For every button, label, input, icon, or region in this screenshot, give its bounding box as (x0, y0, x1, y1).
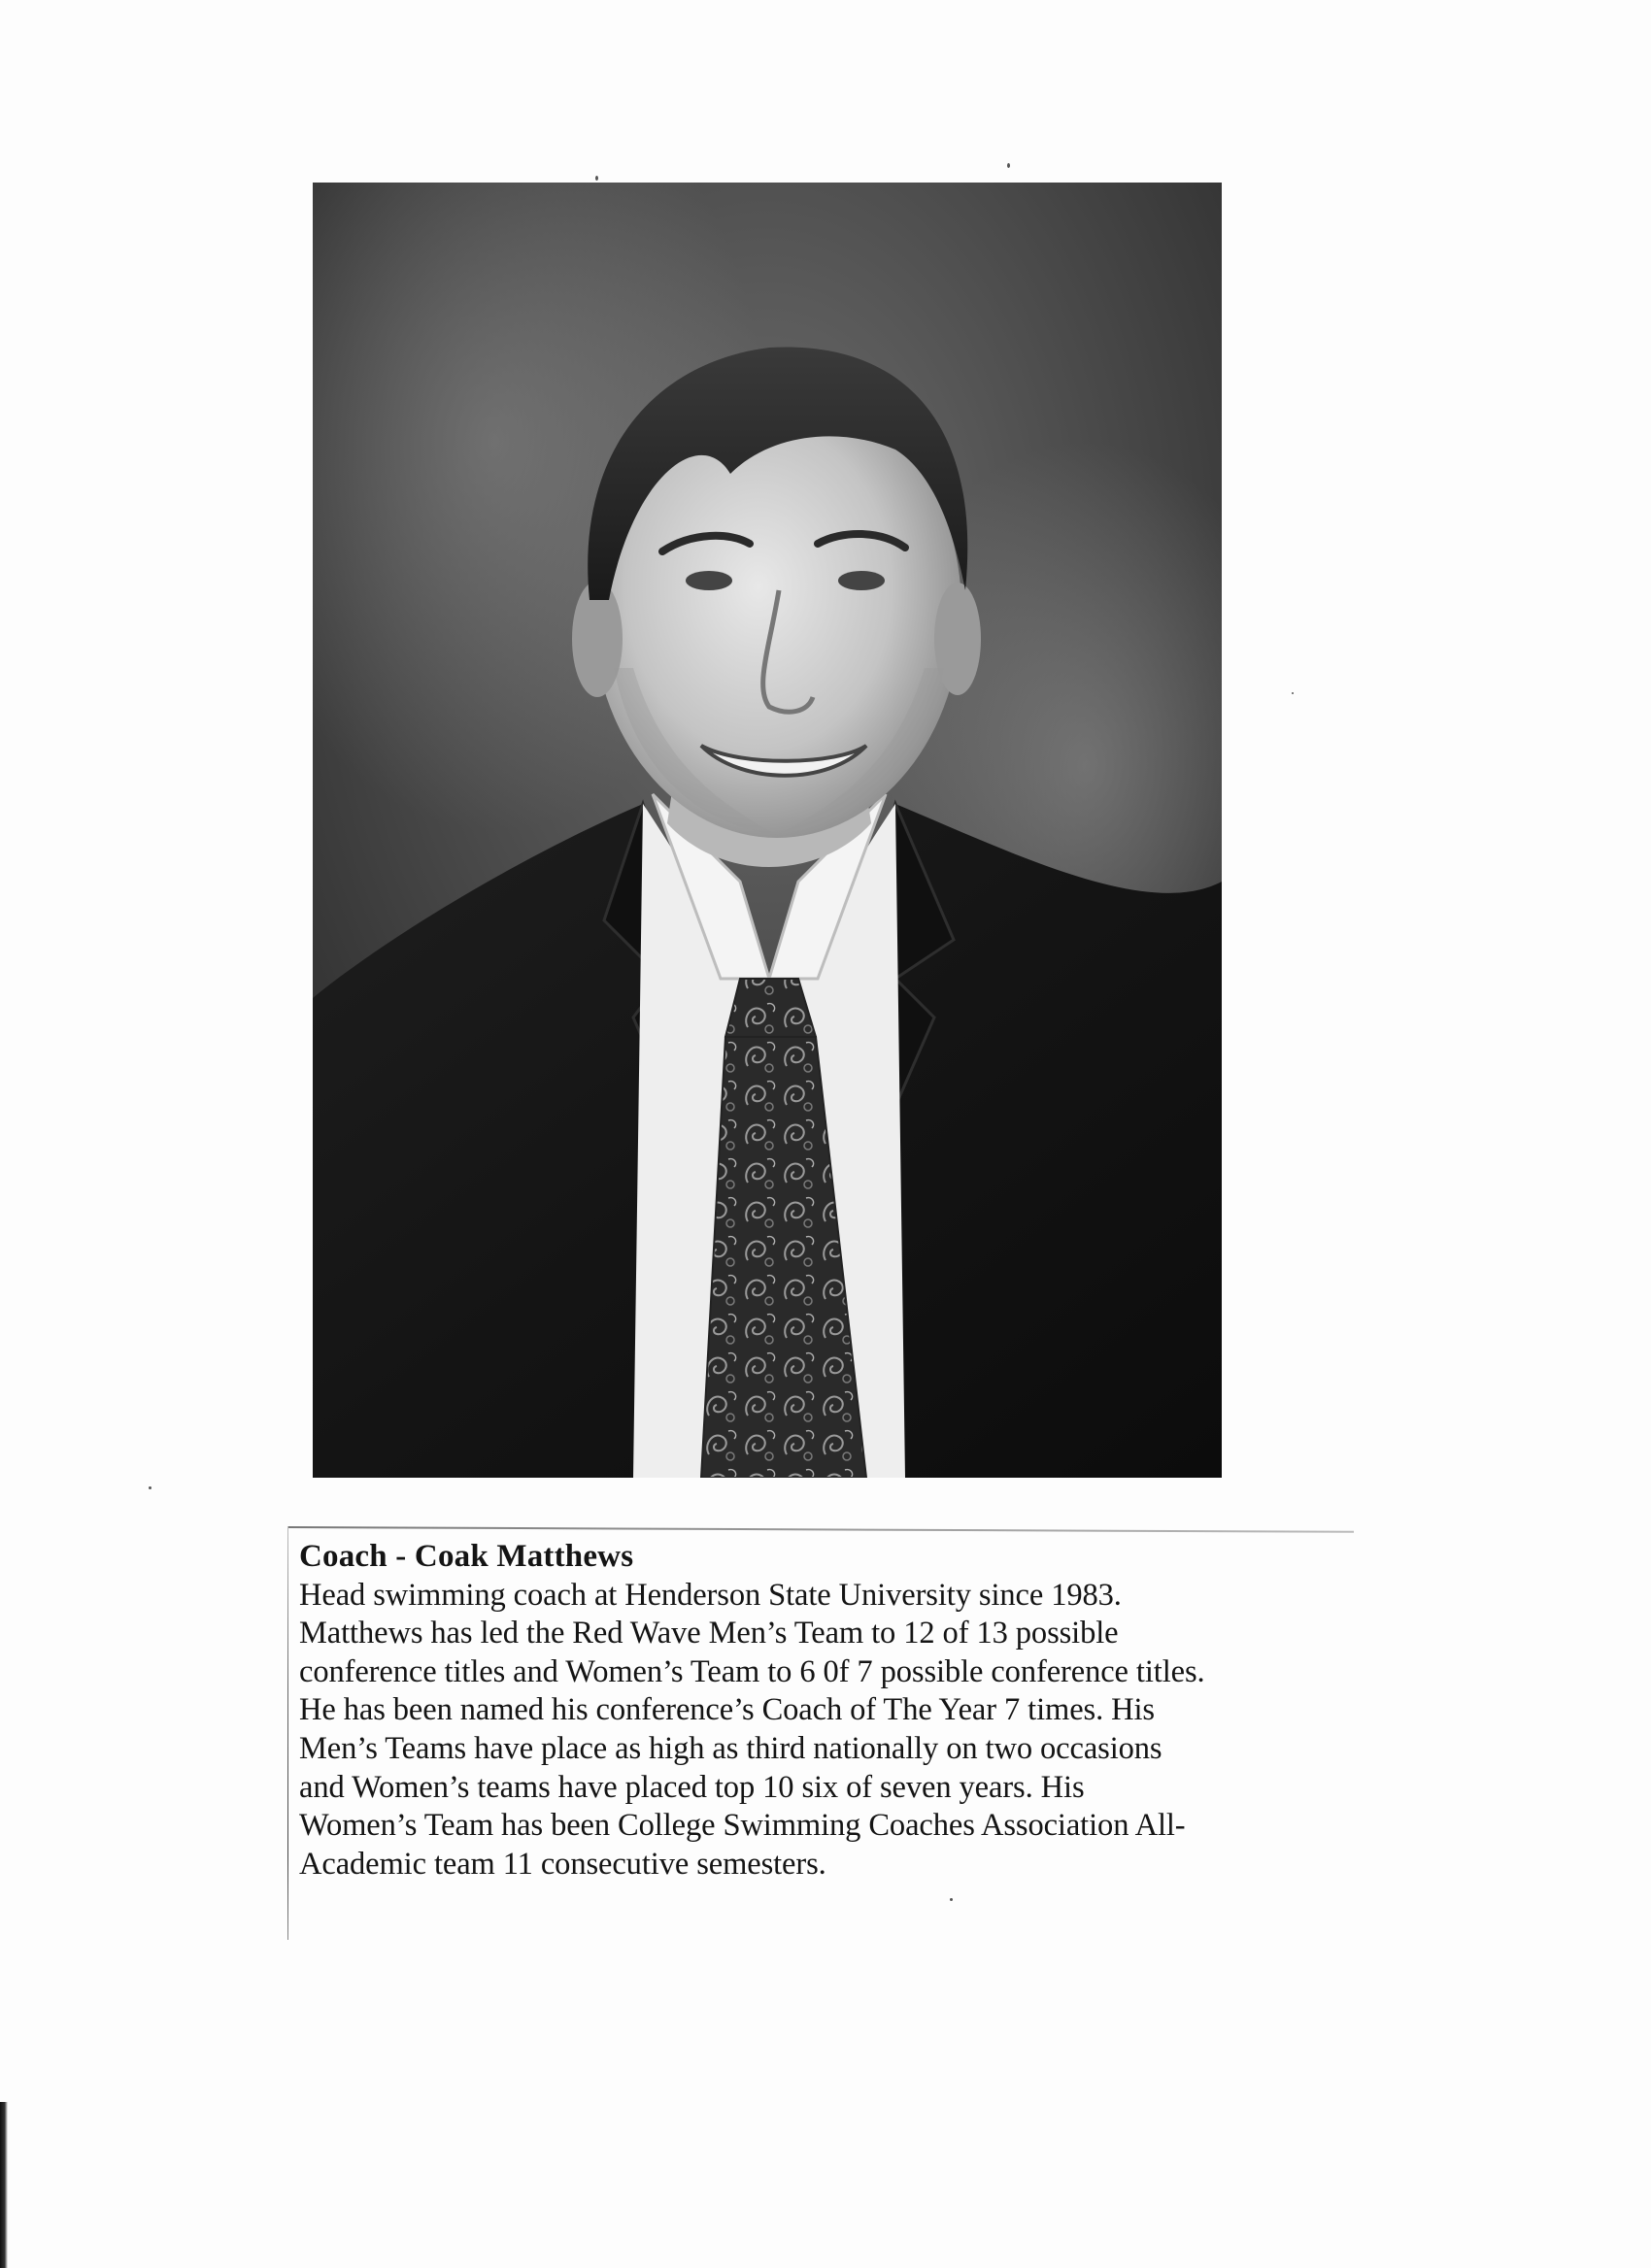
caption-line: conference titles and Women’s Team to 6 0f 7 possible conference titles. (299, 1653, 1205, 1689)
caption-line: Matthews has led the Red Wave Men’s Team to 12 of 13 possible (299, 1616, 1119, 1651)
scan-speck (595, 176, 598, 181)
caption-line: He has been named his conference’s Coach of The Year 7 times. His (299, 1692, 1155, 1728)
scan-speck (1292, 692, 1294, 694)
caption-text (299, 1538, 1348, 1884)
clipping-left-edge (287, 1526, 288, 1940)
clipping-top-edge (287, 1526, 1354, 1533)
scan-speck (149, 1486, 152, 1489)
caption-line: Academic team 11 consecutive semesters. (299, 1846, 826, 1882)
caption-title: Coach - Coak Matthews (299, 1539, 634, 1574)
caption-clipping (287, 1526, 1354, 1940)
caption-line: Head swimming coach at Henderson State University since 1983. (299, 1577, 1122, 1613)
caption-line: Women’s Team has been College Swimming Coaches Association All- (299, 1808, 1186, 1844)
scan-speck (1007, 163, 1010, 168)
caption-line: Men’s Teams have place as high as third nationally on two occasions (299, 1730, 1162, 1766)
scan-edge-shadow (0, 2102, 8, 2268)
caption-line: and Women’s teams have placed top 10 six of seven years. His (299, 1769, 1085, 1805)
portrait-photo (313, 183, 1222, 1478)
